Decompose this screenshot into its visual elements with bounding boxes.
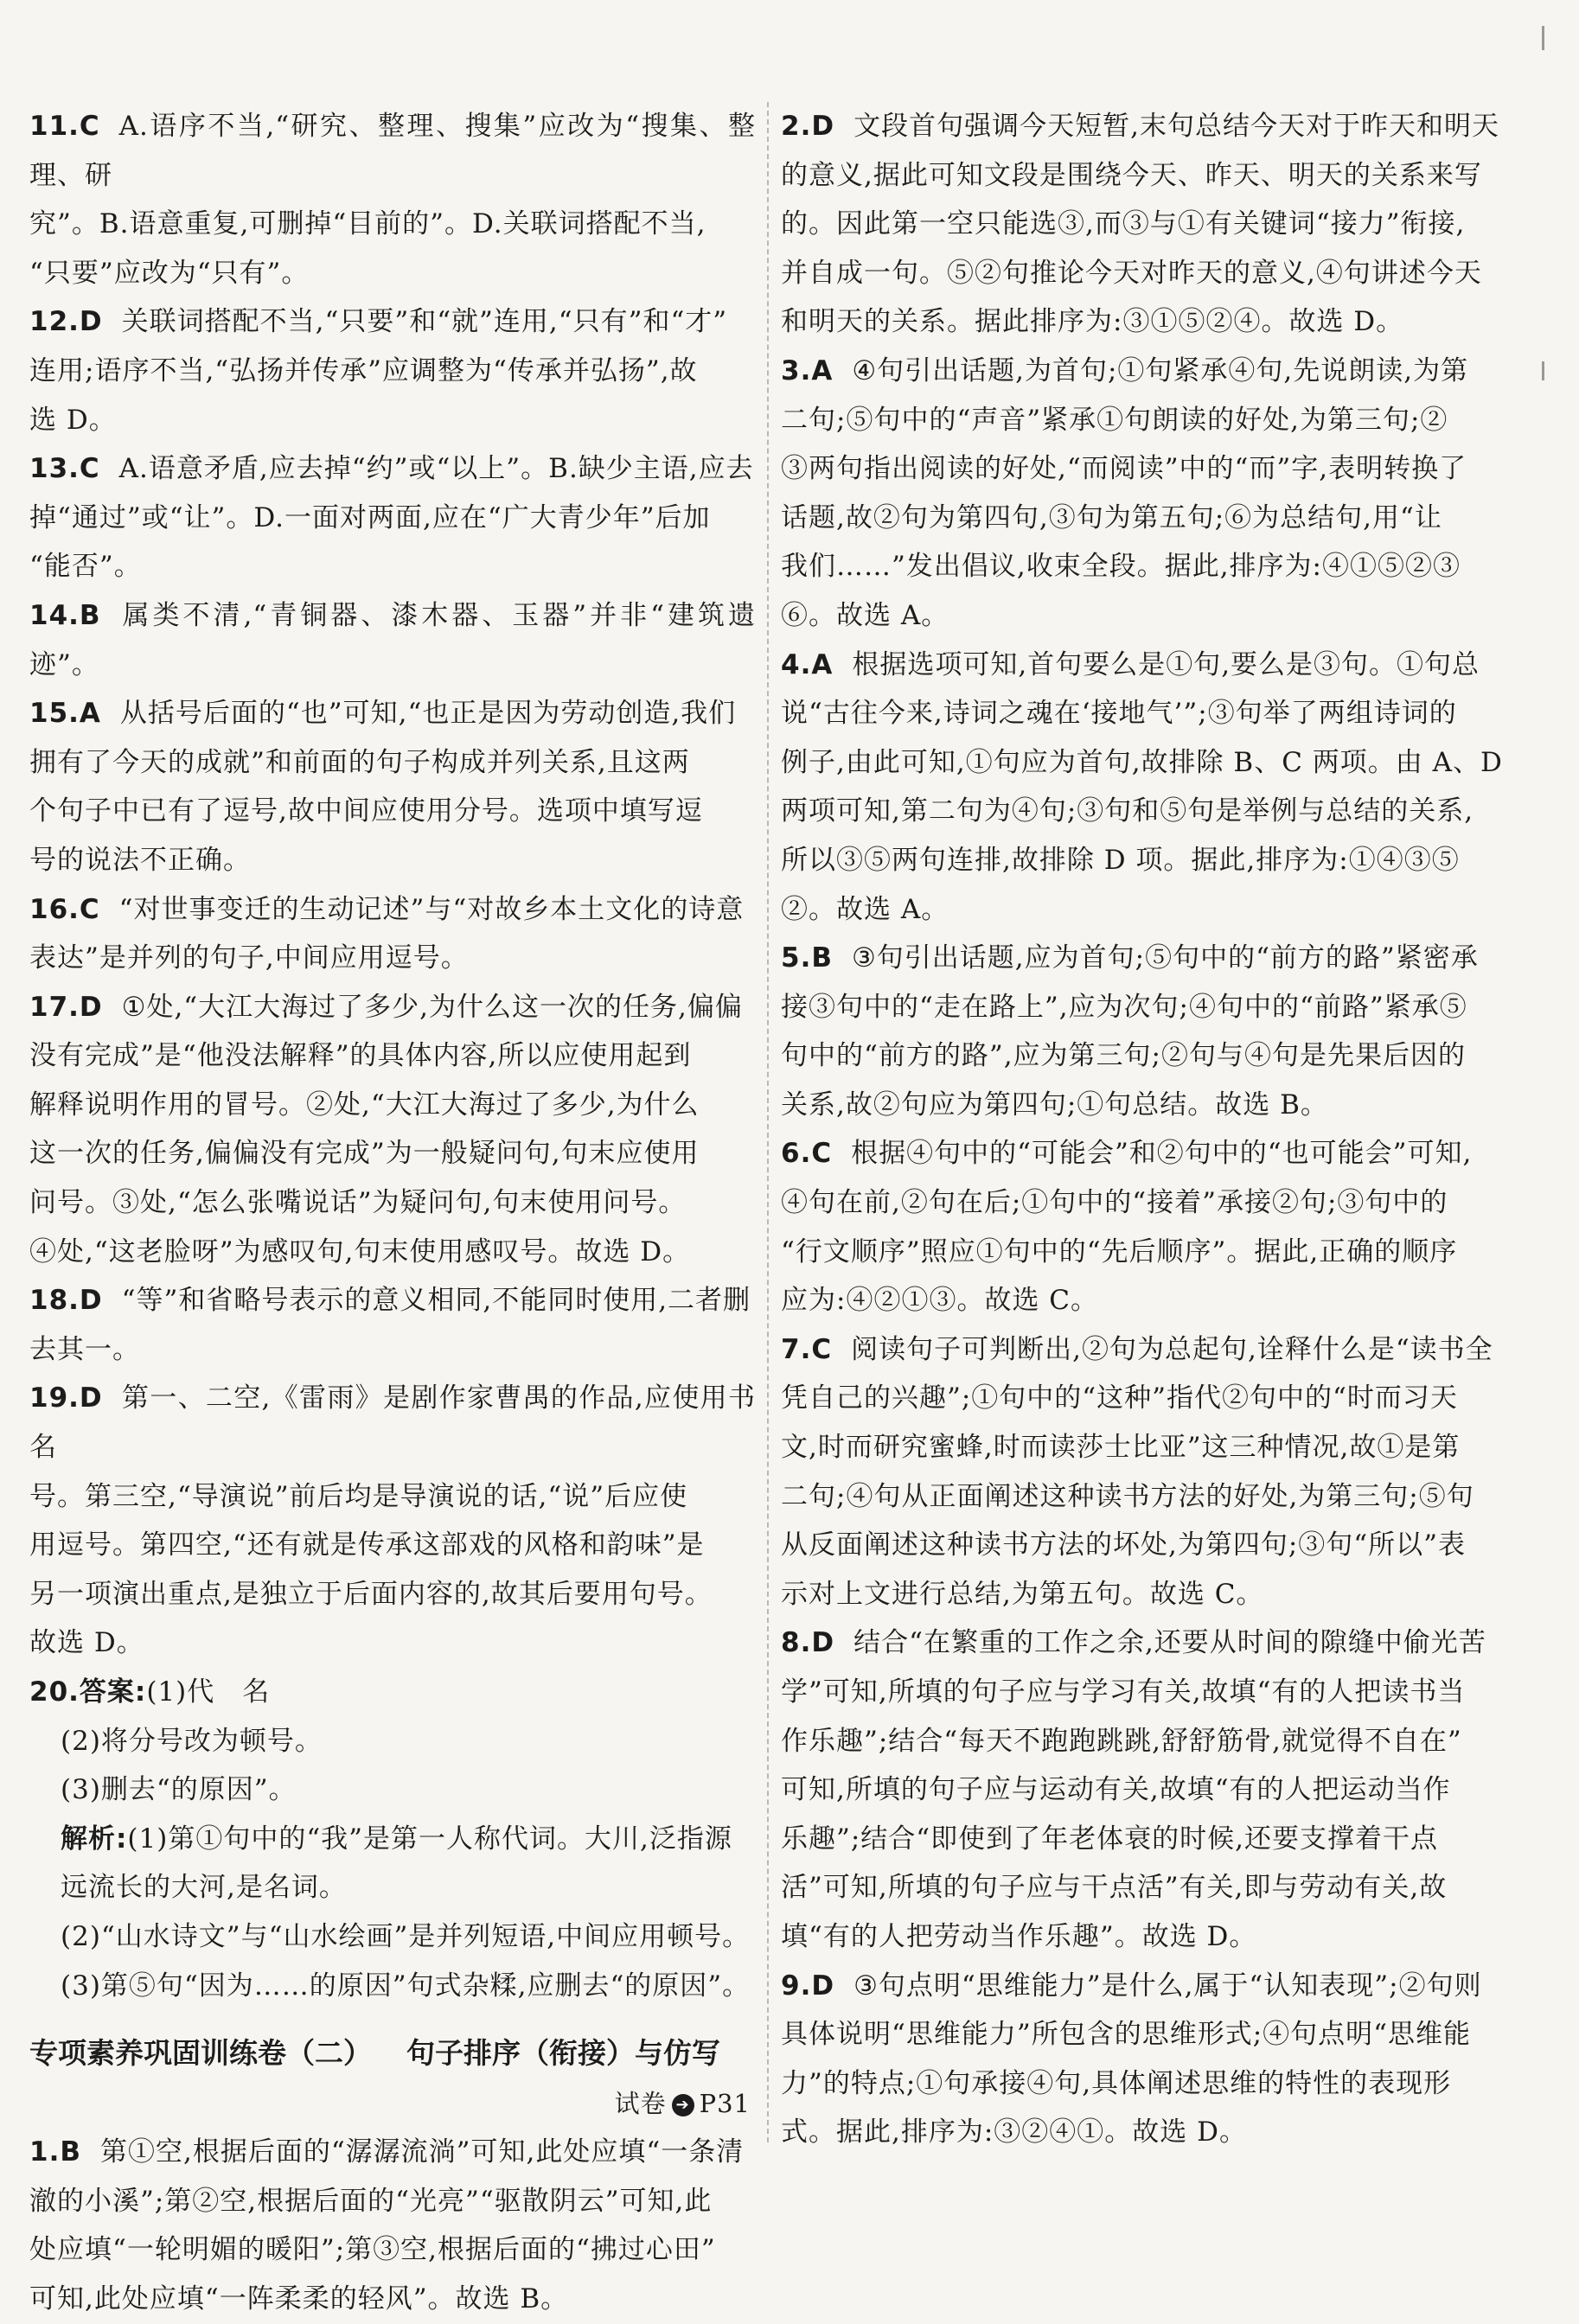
answer-line: ②。故选 A。 (781, 893, 949, 925)
answer-line: 9.D ③句点明“思维能力”是什么,属于“认知表现”;②句则 (781, 1970, 1482, 2002)
answer-line: 填“有的人把劳动当作乐趣”。故选 D。 (781, 1920, 1257, 1952)
answer-line: 3.A ④句引出话题,为首句;①句紧承④句,先说朗读,为第 (781, 354, 1469, 386)
answer-line: 问号。③处,“怎么张嘴说话”为疑问句,句末使用问号。 (29, 1187, 687, 1219)
answer-line: 7.C 阅读句子可判断出,②句为总起句,诠释什么是“读书全 (781, 1333, 1493, 1365)
answer-line: 说“古往今来,诗词之魂在‘接地气’”;③句举了两组诗词的 (781, 698, 1457, 730)
question-number: 7.C (781, 1333, 833, 1365)
answer-line: 5.B ③句引出话题,应为首句;⑤句中的“前方的路”紧密承 (781, 942, 1479, 974)
answer-line: 活”可知,所填的句子应与干点活”有关,即与劳动有关,故 (781, 1872, 1448, 1904)
question-number: 12.D (29, 306, 103, 338)
left-column (29, 102, 756, 2324)
answer-line: 14.B 属类不清,“青铜器、漆木器、玉器”并非“建筑遗迹”。 (29, 599, 756, 680)
answer-line: 句中的“前方的路”,应为第三句;②句与④句是先果后因的 (781, 1040, 1466, 1072)
answer-line: 2.D 文段首句强调今天短暂,末句总结今天对于昨天和明天 (781, 111, 1499, 142)
arrow-right-icon: ➔ (672, 2094, 694, 2116)
answer-item-20: 20.答案:(1)代 名 (2)将分号改为顿号。 (3)删去“的原因”。 解析:(1)第①句中的“我”是第一人称代词。大川,泛指源 远流长的大河,是名词。 (2)“山水诗文”与“山水绘画”是并列短语,中间应用顿号。 (3)第⑤句“因为……的原因”句式杂糅,应删去“的原因”。 (29, 1668, 756, 2010)
answer-item (781, 102, 1530, 347)
answer-line: 示对上文进行总结,为第五句。故选 C。 (781, 1578, 1264, 1610)
answer-line: 这一次的任务,偏偏没有完成”为一般疑问句,句末应使用 (29, 1138, 700, 1170)
question-number: 14.B (29, 599, 101, 631)
answer-line: 从反面阐述这种读书方法的坏处,为第四句;③句“所以”表 (781, 1529, 1466, 1561)
column-divider (767, 102, 769, 2142)
answer-line: 4.A 根据选项可知,首句要么是①句,要么是③句。①句总 (781, 648, 1480, 680)
answer-line: 拥有了今天的成就”和前面的句子构成并列关系,且这两 (29, 746, 690, 778)
answer-item (781, 1129, 1530, 1325)
answer-item (781, 934, 1530, 1129)
answer-line: “行文顺序”照应①句中的“先后顺序”。据此,正确的顺序 (781, 1235, 1458, 1267)
analysis-line: 远流长的大河,是名词。 (61, 1872, 347, 1904)
paper-reference: 试卷 ➔ P31 (614, 2089, 751, 2119)
answer-item (29, 591, 756, 689)
answer-line: 学”可知,所填的句子应与学习有关,故填“有的人把读书当 (781, 1676, 1466, 1708)
answer-line: 6.C 根据④句中的“可能会”和②句中的“也可能会”可知, (781, 1138, 1473, 1170)
question-number: 18.D (29, 1285, 103, 1317)
question-number: 9.D (781, 1970, 835, 2002)
answer-line: 具体说明“思维能力”所包含的思维形式;④句点明“思维能 (781, 2019, 1471, 2051)
question-number: 4.A (781, 648, 834, 680)
answer-line: 12.D 关联词搭配不当,“只要”和“就”连用,“只有”和“才” (29, 306, 728, 338)
margin-mark (1542, 361, 1544, 380)
answer-line: 号。第三空,“导演说”前后均是导演说的话,“说”后应使 (29, 1480, 688, 1512)
answer-item (781, 641, 1530, 935)
question-number: 3.A (781, 354, 834, 386)
answer-line: 话题,故②句为第四句,③句为第五句;⑥为总结句,用“让 (781, 501, 1442, 533)
answer-line: 作乐趣”;结合“每天不跑跑跳跳,舒舒筋骨,就觉得不自在” (781, 1725, 1462, 1757)
answer-line: 个句子中已有了逗号,故中间应使用分号。选项中填写逗 (29, 795, 703, 827)
answer-item (29, 1276, 756, 1374)
question-number: 6.C (781, 1138, 833, 1170)
answer-line: 凭自己的兴趣”;①句中的“这种”指代②句中的“时而习天 (781, 1382, 1458, 1414)
answer-line: 乐趣”;结合“即使到了年老体衰的时候,还要支撑着干点 (781, 1823, 1438, 1855)
question-number: 16.C (29, 893, 100, 925)
answer-item (781, 1618, 1530, 1961)
question-number: 17.D (29, 991, 103, 1023)
question-number: 2.D (781, 111, 835, 142)
answer-line: 的。因此第一空只能选③,而③与①有关键词“接力”衔接, (781, 208, 1466, 240)
answer-item (29, 297, 756, 444)
answer-line: 我们……”发出倡议,收束全段。据此,排序为:④①⑤②③ (781, 551, 1461, 583)
answer-line: 应为:④②①③。故选 C。 (781, 1285, 1099, 1317)
question-number: 5.B (781, 942, 833, 974)
answer-line: 另一项演出重点,是独立于后面内容的,故其后要用句号。 (29, 1578, 713, 1610)
answer-item (781, 1325, 1530, 1619)
answer-line: ④处,“这老脸呀”为感叹句,句末使用感叹号。故选 D。 (29, 1235, 691, 1267)
analysis-line: (3)第⑤句“因为……的原因”句式杂糅,应删去“的原因”。 (61, 1970, 751, 2002)
answer-line: 究”。B.语意重复,可删掉“目前的”。D.关联词搭配不当, (29, 208, 706, 240)
answer-line: 11.C A.语序不当,“研究、整理、搜集”应改为“搜集、整理、研 (29, 111, 756, 191)
answer-line: ⑥。故选 A。 (781, 599, 949, 631)
answer-line: 8.D 结合“在繁重的工作之余,还要从时间的隙缝中偷光苦 (781, 1627, 1486, 1659)
answer-line: 用逗号。第四空,“还有就是传承这部戏的风格和韵味”是 (29, 1529, 705, 1561)
answer-line: 掉“通过”或“让”。D.一面对两面,应在“广大青少年”后加 (29, 501, 711, 533)
answer-line: 的意义,据此可知文段是围绕今天、昨天、明天的关系来写 (781, 159, 1482, 191)
answer-line: 选 D。 (29, 404, 117, 436)
answer-line: 表达”是并列的句子,中间应用逗号。 (29, 942, 469, 974)
answer-line: 二句;⑤句中的“声音”紧承①句朗读的好处,为第三句;② (781, 404, 1448, 436)
answer-line: 关系,故②句应为第四句;①句总结。故选 B。 (781, 1089, 1328, 1120)
answer-item (29, 444, 756, 591)
answer-line: 文,时而研究蜜蜂,时而读莎士比亚”这三种情况,故①是第 (781, 1432, 1461, 1464)
question-number: 8.D (781, 1627, 835, 1659)
question-number: 11.C (29, 111, 100, 142)
answer-line: 和明天的关系。据此排序为:③①⑤②④。故选 D。 (781, 306, 1404, 338)
answer-line: 连用;语序不当,“弘扬并传承”应调整为“传承并弘扬”,故 (29, 354, 698, 386)
answer-line: (3)删去“的原因”。 (61, 1774, 297, 1806)
answer-line: ③两句指出阅读的好处,“而阅读”中的“而”字,表明转换了 (781, 453, 1467, 485)
answer-line: 18.D “等”和省略号表示的意义相同,不能同时使用,二者删 (29, 1285, 751, 1317)
answer-line: “能否”。 (29, 551, 142, 583)
answer-line: 接③句中的“走在路上”,应为次句;④句中的“前路”紧承⑤ (781, 991, 1467, 1023)
answer-line: (2)将分号改为顿号。 (61, 1725, 323, 1757)
section-title: 专项素养巩固训练卷（二） 句子排序（衔接）与仿写 (29, 2036, 720, 2071)
answer-line: 号的说法不正确。 (29, 844, 251, 876)
answer-item (29, 102, 756, 297)
answer-line: 可知,所填的句子应与运动有关,故填“有的人把运动当作 (781, 1774, 1451, 1806)
answer-line: 并自成一句。⑤②句推论今天对昨天的意义,④句讲述今天 (781, 257, 1482, 289)
answer-line: 13.C A.语意矛盾,应去掉“约”或“以上”。B.缺少主语,应去 (29, 453, 754, 485)
answer-line: 所以③⑤两句连排,故排除 D 项。据此,排序为:①④③⑤ (781, 844, 1460, 876)
answer-line: 解释说明作用的冒号。②处,“大江大海过了多少,为什么 (29, 1089, 700, 1120)
answer-item (29, 885, 756, 983)
analysis-line: (2)“山水诗文”与“山水绘画”是并列短语,中间应用顿号。 (61, 1920, 751, 1952)
analysis-label: 解析: (61, 1823, 128, 1855)
answer-line: 故选 D。 (29, 1627, 144, 1659)
answer-line: 二句;④句从正面阐述这种读书方法的好处,为第三句;⑤句 (781, 1480, 1474, 1512)
answer-line: 16.C “对世事变迁的生动记述”与“对故乡本土文化的诗意 (29, 893, 745, 925)
answer-line: 例子,由此可知,①句应为首句,故排除 B、C 两项。由 A、D (781, 746, 1503, 778)
answer-line: 没有完成”是“他没法解释”的具体内容,所以应使用起到 (29, 1040, 692, 1072)
answer-line: 19.D 第一、二空,《雷雨》是剧作家曹禺的作品,应使用书名 (29, 1382, 756, 1464)
question-number: 19.D (29, 1382, 103, 1414)
question-number: 15.A (29, 698, 101, 730)
answer-line: 去其一。 (29, 1333, 140, 1365)
answer-item (29, 689, 756, 884)
right-column (781, 102, 1530, 2157)
answer-item (781, 1962, 1530, 2157)
margin-mark (1542, 26, 1544, 50)
answer-line: “只要”应改为“只有”。 (29, 257, 310, 289)
answer-item-1: 1.B 第①空,根据后面的“潺潺流淌”可知,此处应填“一条清 澈的小溪”;第②空,根据后面的“光亮”“驱散阴云”可知,此 处应填“一轮明媚的暖阳”;第③空,根据后面的“拂过心田” 可知,此处应填“一阵柔柔的轻风”。故选 B。 (29, 2136, 745, 2314)
answer-item (29, 1374, 756, 1668)
answer-item (781, 347, 1530, 641)
section-subtitle: 句子排序（衔接）与仿写 (406, 2036, 720, 2071)
answer-item (29, 983, 756, 1277)
answer-line: 17.D ①处,“大江大海过了多少,为什么这一次的任务,偏偏 (29, 991, 743, 1023)
answer-line: 力”的特点;①句承接④句,具体阐述思维的特性的表现形 (781, 2067, 1452, 2099)
answer-line: 式。据此,排序为:③②④①。故选 D。 (781, 2116, 1248, 2148)
question-number: 13.C (29, 453, 100, 485)
answer-line: 15.A 从括号后面的“也”可知,“也正是因为劳动创造,我们 (29, 698, 737, 730)
answer-line: 两项可知,第二句为④句;③句和⑤句是举例与总结的关系, (781, 795, 1474, 827)
answer-line: ④句在前,②句在后;①句中的“接着”承接②句;③句中的 (781, 1187, 1448, 1219)
